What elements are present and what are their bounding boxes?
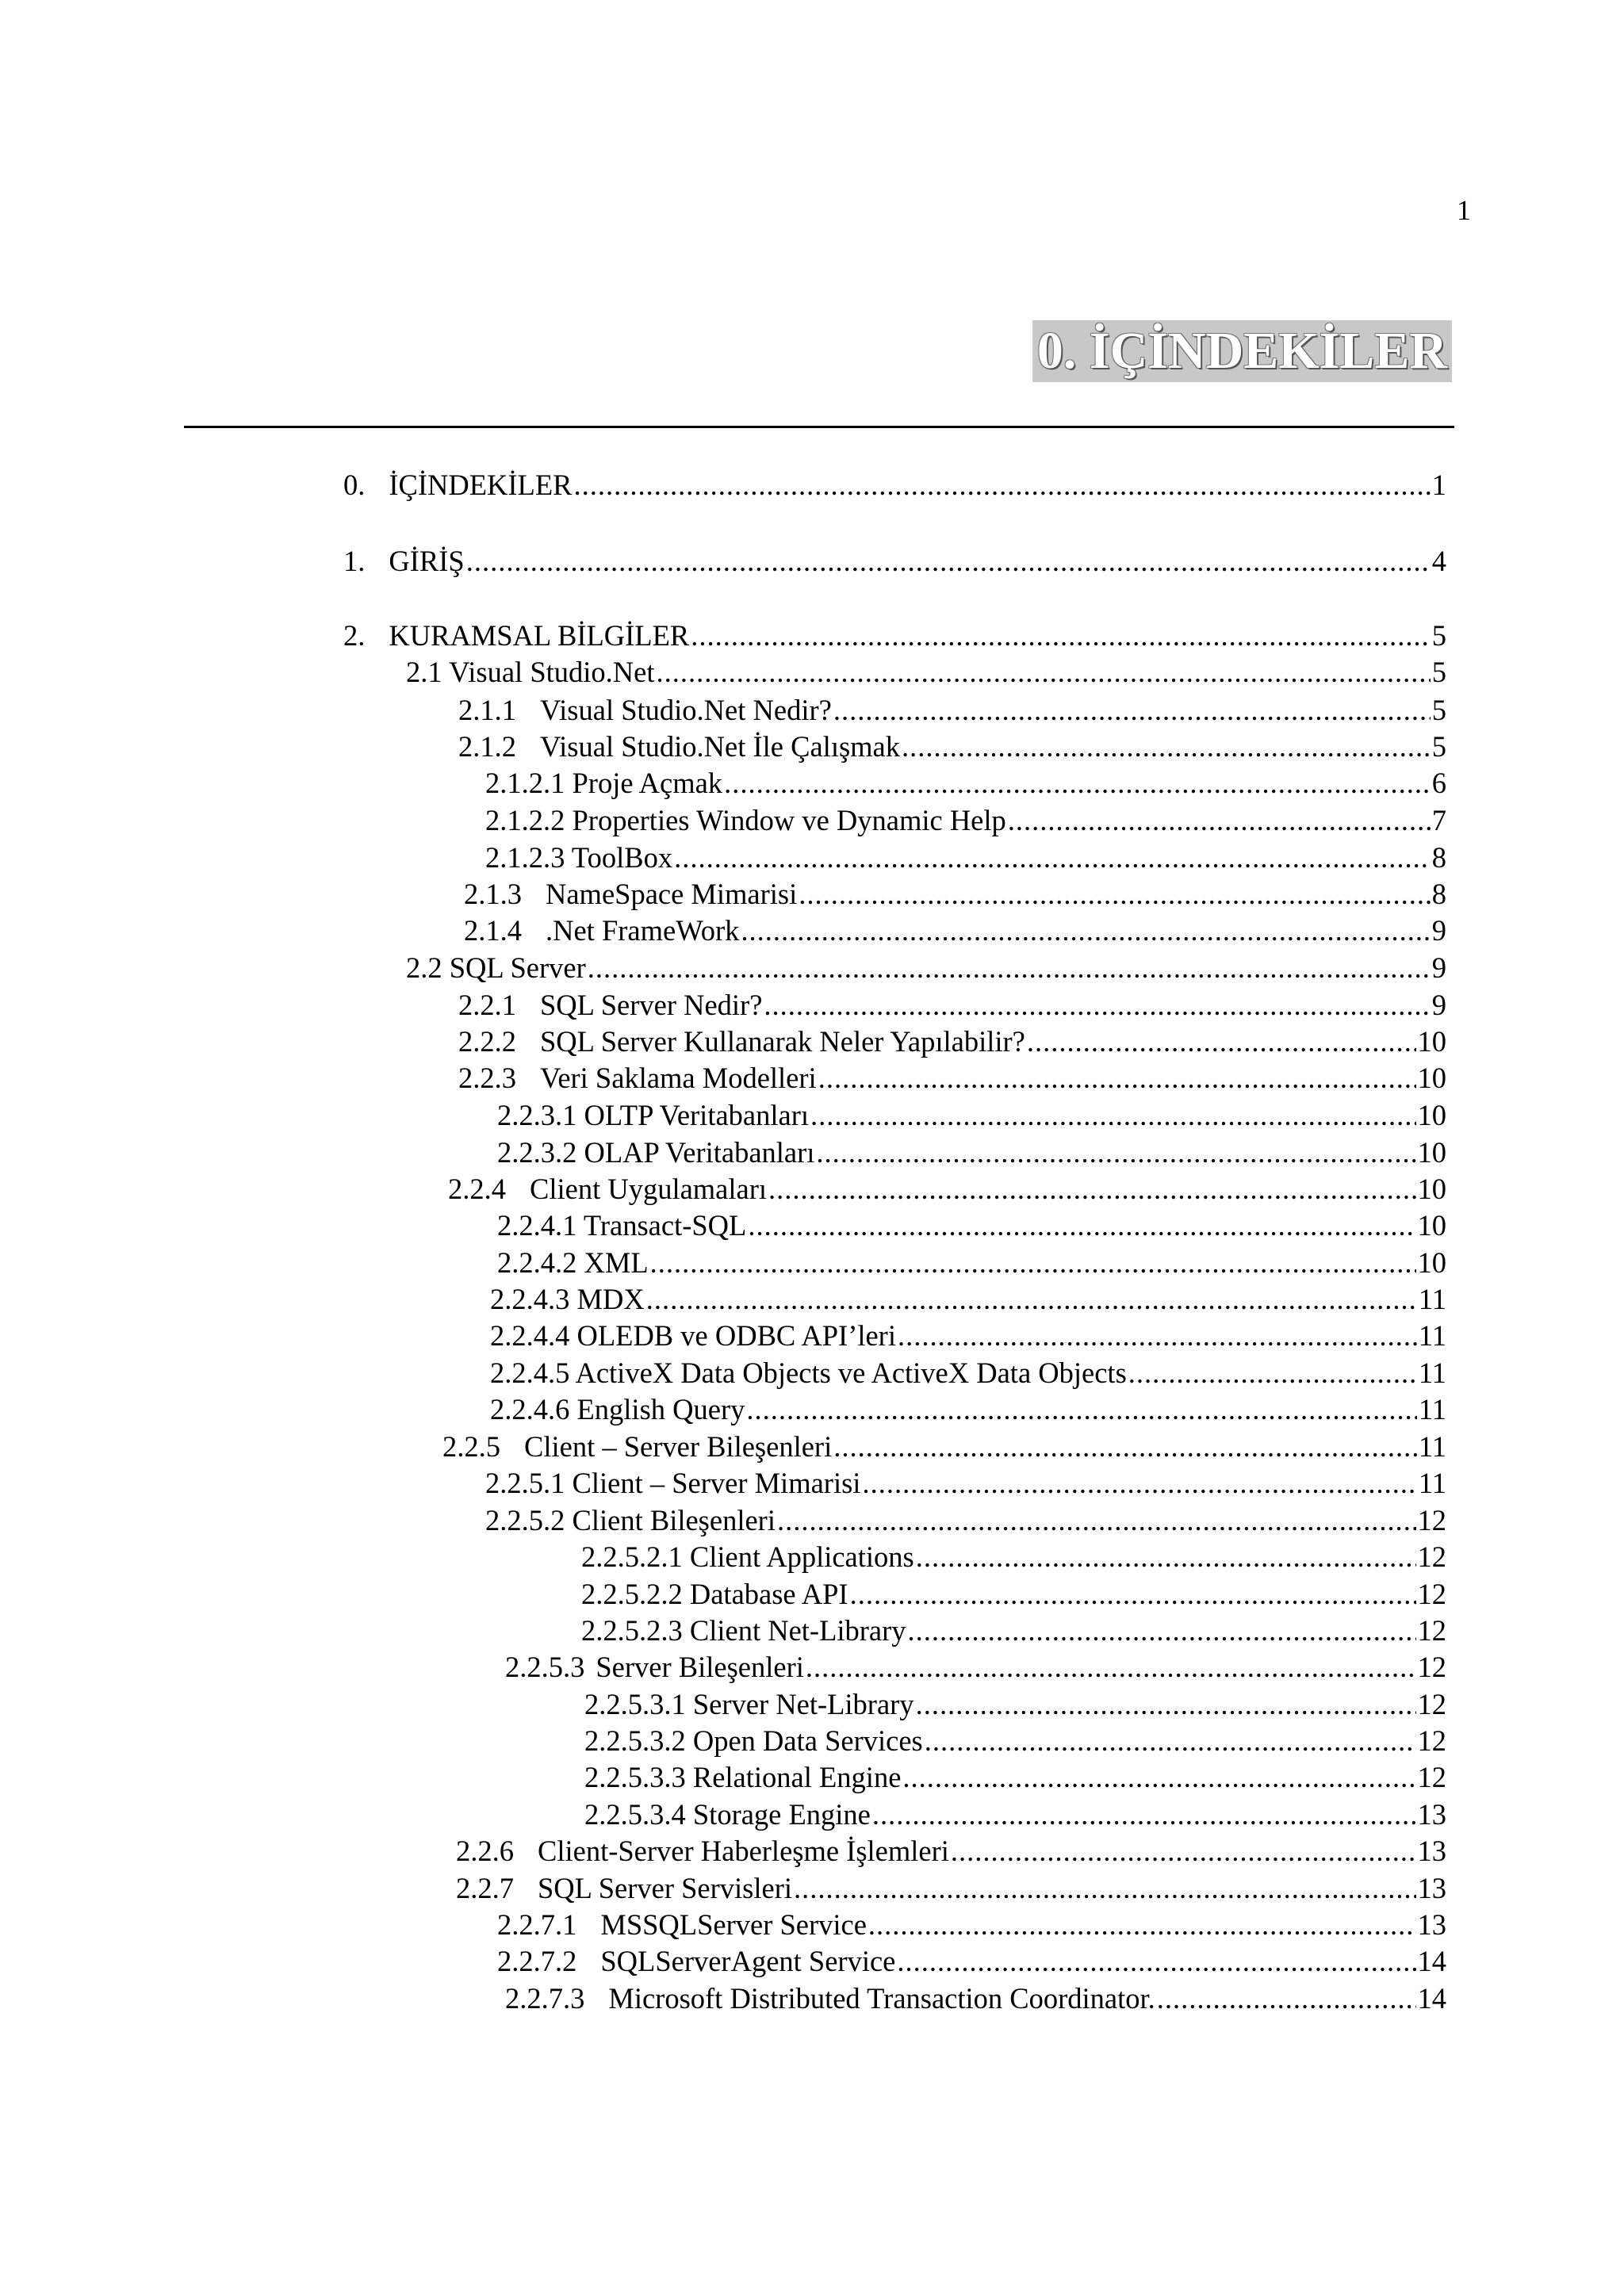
toc-entry-page: 10 [1417,1173,1446,1205]
toc-entry-label [442,1429,832,1464]
toc-dot-leader [1027,1024,1416,1059]
toc-dot-leader [650,1246,1416,1280]
toc-entry[interactable] [497,1906,1446,1942]
toc-entry-page: 9 [1431,951,1446,984]
toc-entry-title: 2.2.4.1 Transact-SQL [497,1209,747,1242]
toc-entry-title: 2.2.4.6 English Query [490,1393,745,1425]
toc-entry[interactable] [505,1648,1446,1685]
toc-dot-leader [794,1871,1416,1906]
toc-entry-label [485,766,722,801]
toc-entry-label [497,1246,649,1280]
toc-entry-title: SQL Server Servisleri [538,1872,792,1904]
toc-entry-label [581,1577,848,1612]
toc-entry-number: 2.2.2 [458,1025,516,1058]
toc-entry-title: Visual Studio.Net Nedir? [540,694,832,726]
toc-entry-page: 9 [1431,914,1446,947]
toc-entry-label [497,1135,814,1170]
toc-dot-leader [777,1503,1416,1538]
toc-entry-page: 8 [1431,841,1446,874]
toc-entry[interactable] [448,1170,1446,1207]
toc-entry-title: Client – Server Bileşenleri [524,1430,833,1463]
toc-entry[interactable] [584,1722,1446,1758]
toc-dot-leader [833,693,1431,728]
toc-entry-page: 5 [1431,656,1446,688]
toc-entry[interactable] [497,1096,1446,1133]
toc-entry[interactable] [458,1023,1446,1059]
toc-entry[interactable] [406,653,1446,690]
toc-entry-label [490,1282,645,1317]
toc-entry-title: 2.2.5.1 Client – Server Mimarisi [485,1467,861,1499]
page-title: 0. İÇİNDEKİLER [1032,320,1452,382]
toc-entry-label [490,1318,896,1353]
toc-entry[interactable] [584,1796,1446,1832]
toc-entry-title: 2.2.5.3.4 Storage Engine [584,1798,871,1831]
toc-entry-label [343,618,689,653]
toc-entry-number: 2. [343,619,366,652]
toc-entry-page: 11 [1418,1393,1446,1425]
toc-entry[interactable] [584,1758,1446,1795]
toc-entry-label [458,729,900,764]
toc-dot-leader [741,913,1430,948]
toc-entry-number: 2.2.7.2 [497,1945,577,1977]
toc-entry[interactable] [490,1391,1446,1427]
toc-entry[interactable] [485,839,1446,875]
toc-entry-page: 7 [1431,804,1446,836]
toc-entry[interactable] [584,1686,1446,1722]
toc-entry-title: Server Bileşenleri [596,1651,804,1683]
toc-entry-title: GİRİŞ [389,545,465,577]
toc-entry-number: 2.2.4 [448,1173,506,1205]
toc-dot-leader [902,729,1431,764]
toc-entry[interactable] [581,1538,1446,1575]
toc-entry-label [343,544,465,579]
toc-entry-label [490,1392,745,1427]
toc-entry[interactable] [485,1464,1446,1501]
toc-entry-title: 2.2 SQL Server [406,951,586,984]
toc-dot-leader [1128,1356,1417,1391]
toc-entry-title: 2.2.5.2 Client Bileşenleri [485,1504,776,1536]
toc-entry-title: Client Uygulamaları [530,1173,768,1205]
toc-entry-number: 2.2.5.3 [505,1651,585,1683]
toc-entry-page: 13 [1417,1798,1446,1831]
toc-entry[interactable] [458,1059,1446,1096]
toc-entry-title: 2.2.4.4 OLEDB ve ODBC API’leri [490,1319,896,1352]
toc-entry-page: 12 [1417,1761,1446,1793]
toc-dot-leader [691,618,1431,653]
toc-entry-title: SQL Server Kullanarak Neler Yapılabilir? [540,1025,1025,1058]
toc-dot-leader [674,840,1431,875]
toc-entry-label [497,1208,746,1243]
toc-entry-title: Client-Server Haberleşme İşlemleri [538,1835,949,1867]
toc-entry-number: 2.1.3 [464,878,522,910]
toc-entry-label [485,1466,860,1501]
toc-dot-leader [656,655,1430,690]
toc-entry[interactable] [464,875,1446,912]
toc-entry-title: 2.2.5.2.3 Client Net-Library [581,1614,906,1647]
toc-dot-leader [862,1466,1416,1501]
toc-entry[interactable] [497,1244,1446,1280]
toc-entry-title: 2.1.2.3 ToolBox [485,841,673,874]
toc-entry-label [581,1540,914,1575]
toc-entry-label [497,1908,867,1942]
toc-entry[interactable] [497,1207,1446,1243]
toc-entry-title: 2.2.5.3.1 Server Net-Library [584,1688,914,1720]
toc-entry-page: 12 [1417,1540,1446,1573]
toc-entry-number: 1. [343,545,366,577]
toc-entry-number: 2.1.2 [458,730,516,763]
page-number: 1 [1457,194,1471,226]
toc-entry-title: 2.1.2.1 Proje Açmak [485,767,723,799]
toc-entry-title: 2.2.5.2.2 Database API [581,1578,848,1610]
toc-entry[interactable] [343,542,1446,579]
toc-entry[interactable] [458,728,1446,764]
toc-entry-page: 5 [1431,730,1446,763]
toc-dot-leader [810,1098,1416,1133]
toc-entry-label [497,1944,895,1979]
toc-entry[interactable] [581,1612,1446,1648]
toc-entry-label [406,951,586,985]
toc-dot-leader [833,1429,1417,1464]
toc-entry-label [448,1172,767,1207]
toc-entry-page: 13 [1417,1872,1446,1904]
toc-dot-leader [1008,803,1431,838]
toc-entry-page: 10 [1417,1062,1446,1094]
toc-entry-label [485,840,672,875]
toc-entry[interactable] [505,1980,1446,2016]
toc-entry-page: 8 [1431,878,1446,910]
toc-dot-leader [806,1650,1416,1685]
toc-entry-title: 2.2.3.2 OLAP Veritabanları [497,1136,815,1169]
toc-entry[interactable] [456,1869,1446,1906]
toc-dot-leader [799,877,1430,912]
toc-entry-page: 13 [1417,1908,1446,1941]
toc-entry-label [456,1871,792,1906]
toc-dot-leader [925,1724,1416,1758]
toc-entry-number: 2.2.5 [442,1430,500,1463]
toc-entry-page: 11 [1418,1467,1446,1499]
toc-entry-title: 2.2.3.1 OLTP Veritabanları [497,1099,809,1131]
toc-entry-title: Visual Studio.Net İle Çalışmak [540,730,901,763]
toc-dot-leader [764,988,1430,1023]
toc-entry-title: 2.1 Visual Studio.Net [406,656,655,688]
toc-entry[interactable] [490,1280,1446,1317]
toc-entry[interactable] [485,1502,1446,1538]
toc-entry-title: MSSQLServer Service [600,1908,867,1941]
toc-entry-page: 12 [1417,1688,1446,1720]
toc-entry[interactable] [490,1354,1446,1391]
toc-dot-leader [816,1135,1415,1170]
toc-entry-label [343,468,573,503]
toc-entry-title: KURAMSAL BİLGİLER [389,619,690,652]
toc-entry-label [458,988,762,1023]
toc-entry-label [584,1687,914,1722]
toc-entry[interactable] [485,764,1446,801]
toc-entry[interactable] [485,802,1446,838]
toc-entry-title: Microsoft Distributed Transaction Coordinator. [608,1982,1155,2015]
toc-entry-page: 4 [1431,545,1446,577]
toc-entry-title: 2.2.5.3.2 Open Data Services [584,1724,923,1757]
toc-entry-page: 11 [1418,1283,1446,1315]
toc-entry-title: 2.2.5.3.3 Relational Engine [584,1761,902,1793]
toc-dot-leader [746,1392,1416,1427]
toc-entry-page: 10 [1417,1025,1446,1058]
toc-dot-leader [588,951,1431,985]
toc-entry-page: 9 [1431,989,1446,1021]
toc-entry[interactable] [458,691,1446,728]
toc-dot-leader [646,1282,1417,1317]
toc-entry-number: 2.2.1 [458,989,516,1021]
toc-entry[interactable] [406,949,1446,985]
toc-entry[interactable] [458,986,1446,1023]
toc-dot-leader [902,1760,1415,1795]
toc-entry-page: 10 [1417,1246,1446,1279]
toc-entry-label [485,803,1006,838]
toc-dot-leader [818,1061,1416,1096]
toc-entry-label [464,913,739,948]
toc-entry-number: 0. [343,469,366,501]
toc-entry[interactable] [343,617,1446,653]
toc-dot-leader [868,1908,1416,1942]
toc-entry-title: 2.2.4.3 MDX [490,1283,645,1315]
toc-entry-title: 2.2.4.5 ActiveX Data Objects ve ActiveX Data Objects [490,1357,1127,1389]
toc-entry-number: 2.2.3 [458,1062,516,1094]
toc-entry-page: 14 [1417,1945,1446,1977]
toc-entry-label [505,1650,804,1685]
toc-entry-number: 2.1.1 [458,694,516,726]
toc-dot-leader [1157,1981,1416,2016]
toc-entry-label [406,655,654,690]
toc-dot-leader [916,1687,1416,1722]
toc-entry[interactable] [442,1428,1446,1464]
toc-entry-label [490,1356,1127,1391]
toc-entry-label [584,1760,901,1795]
toc-entry-page: 12 [1417,1504,1446,1536]
toc-entry-page: 12 [1417,1724,1446,1757]
toc-entry[interactable] [343,466,1446,503]
toc-entry[interactable] [581,1575,1446,1612]
toc-entry-page: 11 [1418,1430,1446,1463]
toc-dot-leader [748,1208,1415,1243]
toc-entry-page: 12 [1417,1578,1446,1610]
toc-dot-leader [908,1613,1416,1648]
toc-entry-label [458,693,832,728]
toc-dot-leader [768,1172,1415,1207]
toc-entry-page: 10 [1417,1136,1446,1169]
toc-dot-leader [897,1944,1415,1979]
toc-entry-label [584,1797,871,1832]
toc-entry-title: .Net FrameWork [546,914,740,947]
toc-dot-leader [872,1797,1416,1832]
toc-entry-number: 2.2.7 [456,1872,514,1904]
toc-entry-title: 2.2.5.2.1 Client Applications [581,1540,914,1573]
toc-entry-number: 2.2.6 [456,1835,514,1867]
toc-entry-page: 11 [1418,1357,1446,1389]
toc-dot-leader [724,766,1431,801]
toc-entry[interactable] [464,912,1446,948]
toc-entry-page: 13 [1417,1835,1446,1867]
toc-entry-number: 2.1.4 [464,914,522,947]
toc-entry[interactable] [497,1134,1446,1170]
toc-entry-label [458,1024,1025,1059]
toc-entry[interactable] [497,1942,1446,1979]
toc-entry-title: SQLServerAgent Service [600,1945,896,1977]
toc-entry-label [456,1834,949,1869]
toc-entry-title: İÇİNDEKİLER [389,469,573,501]
toc-dot-leader [951,1834,1416,1869]
toc-entry-title: NameSpace Mimarisi [546,878,798,910]
toc-dot-leader [916,1540,1416,1575]
toc-entry-label [497,1098,809,1133]
toc-entry-page: 12 [1417,1614,1446,1647]
toc-entry-page: 1 [1431,469,1446,501]
toc-dot-leader [466,544,1431,579]
toc-entry-label [505,1981,1155,2016]
toc-entry-label [584,1724,923,1758]
toc-entry-page: 12 [1417,1651,1446,1683]
toc-entry-page: 11 [1418,1319,1446,1352]
toc-dot-leader [574,468,1431,503]
toc-entry-page: 10 [1417,1209,1446,1242]
toc-entry-page: 10 [1417,1099,1446,1131]
toc-entry-label [581,1613,906,1648]
toc-entry-label [458,1061,817,1096]
toc-entry-title: SQL Server Nedir? [540,989,763,1021]
toc-entry-title: Veri Saklama Modelleri [540,1062,817,1094]
toc-entry-page: 5 [1431,619,1446,652]
toc-entry-title: 2.1.2.2 Properties Window ve Dynamic Help [485,804,1006,836]
toc-entry-title: 2.2.4.2 XML [497,1246,649,1279]
toc-entry-page: 14 [1417,1982,1446,2015]
toc-dot-leader [850,1577,1416,1612]
toc-entry-label [485,1503,776,1538]
toc-entry-number: 2.2.7.1 [497,1908,577,1941]
toc-entry-label [464,877,797,912]
toc-entry-page: 5 [1431,694,1446,726]
toc-dot-leader [898,1318,1417,1353]
toc-entry[interactable] [456,1832,1446,1869]
toc-entry-number: 2.2.7.3 [505,1982,585,2015]
toc-entry[interactable] [490,1317,1446,1353]
toc-entry-page: 6 [1431,767,1446,799]
